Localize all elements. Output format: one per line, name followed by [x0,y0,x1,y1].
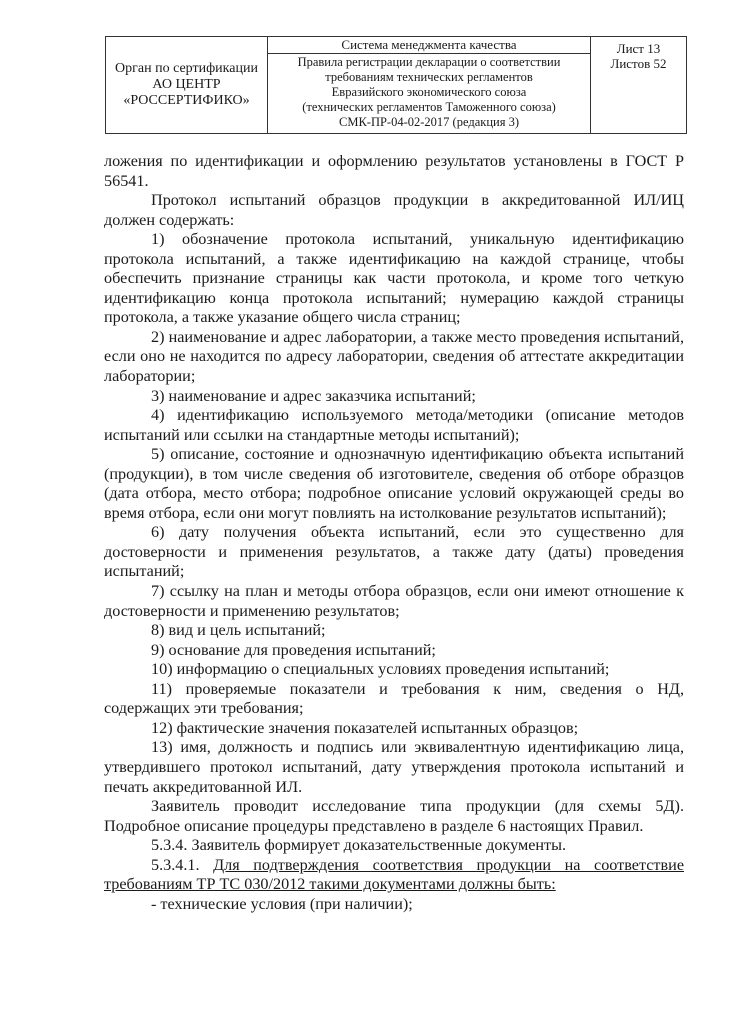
list-item: 12) фактические значения показателей испытанных образцов; [151,718,579,737]
certification-body-cell [106,37,268,134]
paragraph-applicant: Заявитель проводит исследование типа продукции (для схемы 5Д). Подробное описание процедуры представлено в разделе 6 настоящих Правил. [104,797,684,835]
document-header [105,36,687,134]
list-item: 8) вид и цель испытаний; [151,621,326,640]
paragraph-technical-conditions: - технические условия (при наличии); [151,894,413,913]
system-title: Система менеджмента качества [268,37,590,54]
sheet-number: Лист 13 [616,41,661,56]
sheets-total: Листов 52 [610,56,667,71]
paragraph-5-3-4-1 [104,856,684,895]
doc-title-line-3: Евразийского экономического союза [331,85,527,99]
list-item: 1) обозначение протокола испытаний, уникальную идентификацию протокола испытаний, а также идентификацию на каждой странице, чтобы обеспечить признание страницы как части протокола, и кроме того четкую идентификацию конца протокола испытаний; нумерацию каждой страницы протокола, а также указание общего числа страниц; [104,230,684,327]
list-item: 13) имя, должность и подпись или эквивалентную идентификацию лица, утвердившего протокол испытаний, дату утверждения протокола испытаний и печать аккредитованной ИЛ. [104,738,684,796]
org-line-1: Орган по сертификации [115,61,258,76]
doc-title-line-2: требованиям технических регламентов [325,70,533,84]
org-line-2: АО ЦЕНТР [152,77,221,92]
list-item: 7) ссылку на план и методы отбора образцов, если они имеют отношение к достоверности и применению результатов; [104,582,684,620]
paragraph-continuation: ложения по идентификации и оформлению результатов установлены в ГОСТ Р 56541. [104,152,684,190]
page-body [104,152,684,914]
list-item: 5) описание, состояние и однозначную идентификацию объекта испытаний (продукции), в том числе сведения об изготовителе, сведения об отборе образцов (дата отбора, место отбора; подробное описание условий окружающей среды во время отбора, если они могут повлиять на истолкование результатов испытаний); [104,445,684,522]
list-item: 2) наименование и адрес лаборатории, а также место проведения испытаний, если оно не находится по адресу лаборатории, сведения об аттестате аккредитации лаборатории; [104,327,684,386]
document-title [268,54,590,130]
list-item: 3) наименование и адрес заказчика испытаний; [151,386,476,405]
section-number: 5.3.4.1. [151,855,200,874]
system-cell [268,37,591,134]
doc-title-line-4: (технических регламентов Таможенного союза) [302,100,556,114]
list-item: 10) информацию о специальных условиях проведения испытаний; [151,660,610,679]
doc-title-line-1: Правила регистрации декларации о соответствии [297,55,561,69]
list-item: 4) идентификацию используемого метода/методики (описание методов испытаний или ссылки на стандартные методы испытаний); [104,406,684,444]
underlined-requirement: Для подтверждения соответствия продукции на соответствие требованиям ТР ТС 030/2012 такими документами должны быть: [104,855,684,894]
org-line-3: «РОССЕРТИФИКО» [123,93,250,108]
list-item: 6) дату получения объекта испытаний, если это существенно для достоверности и применения результатов, а также дату (даты) проведения испытаний; [104,523,684,581]
paragraph-protocol: Протокол испытаний образцов продукции в аккредитованной ИЛ/ИЦ должен содержать: [104,191,684,229]
doc-code: СМК-ПР-04-02-2017 (редакция 3) [339,115,519,129]
list-item: 9) основание для проведения испытаний; [151,640,436,659]
list-item: 11) проверяемые показатели и требования к ним, сведения о НД, содержащих эти требования; [104,679,684,718]
paragraph-5-3-4: 5.3.4. Заявитель формирует доказательственные документы. [151,836,567,855]
sheet-cell [591,37,687,134]
